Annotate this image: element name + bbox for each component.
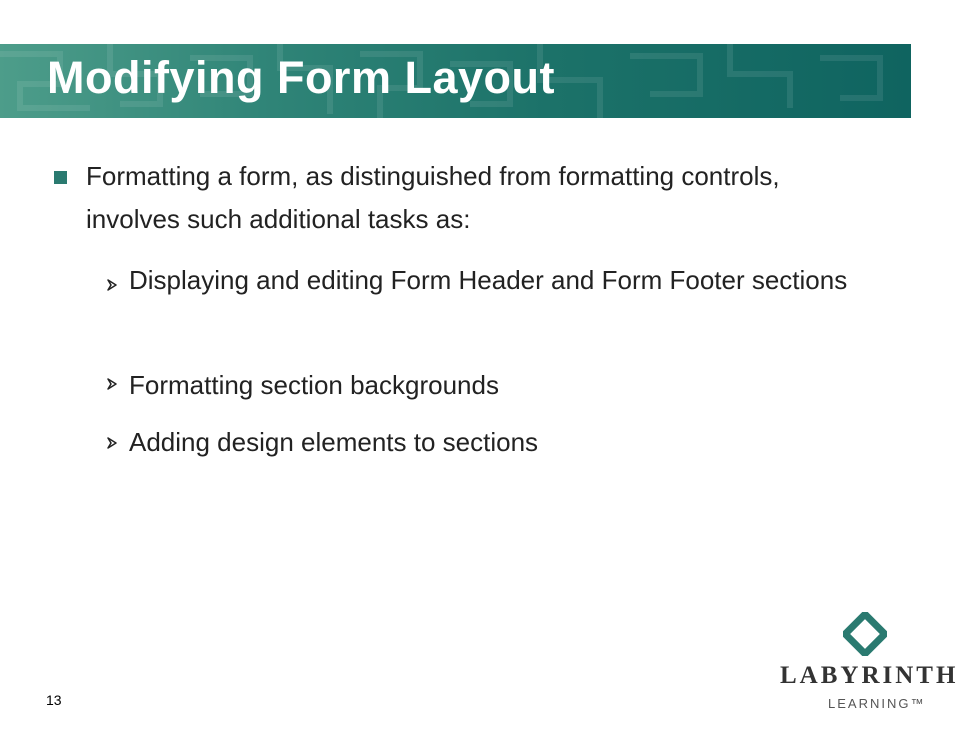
sub-bullet-3: Adding design elements to sections [129,427,539,457]
arrow-bullet-icon [106,279,118,291]
bullet-square-icon [54,171,67,184]
logo-name: LABYRINTH [780,662,959,689]
arrow-bullet-icon [106,437,118,449]
slide-title: Modifying Form Layout [47,52,555,103]
sub-bullet-2: Formatting section backgrounds [129,370,499,400]
labyrinth-logo [780,610,960,715]
logo-tagline: LEARNING™ [828,696,926,711]
main-bullet-text: Formatting a form, as distinguished from formatting controls, involves such additional tasks as: [86,161,780,234]
title-bar [0,44,911,118]
page-number: 13 [46,692,62,708]
sub-bullet-1: Displaying and editing Form Header and Form Footer sections [129,265,848,295]
arrow-bullet-icon [106,378,118,390]
diamond-icon [843,612,887,656]
